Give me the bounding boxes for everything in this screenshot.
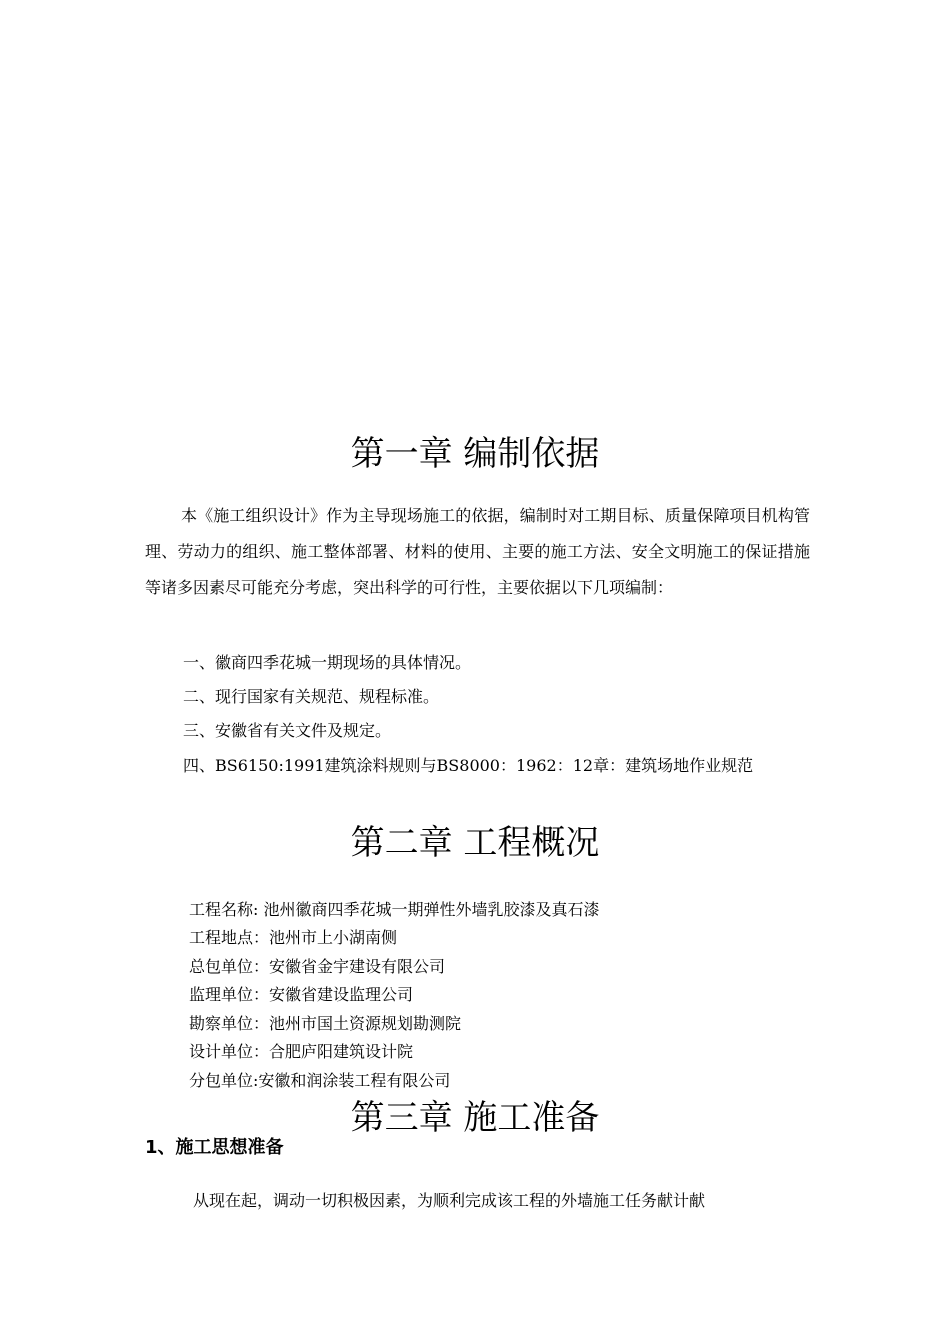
chapter-1-intro-paragraph: 本《施工组织设计》作为主导现场施工的依据，编制时对工期目标、质量保障项目机构管理、劳动力的组织、施工整体部署、材料的使用、主要的施工方法、安全文明施工的保证措施等诸多因素尽可能充分考虑，突出科学的可行性，主要依据以下几项编制： bbox=[145, 506, 810, 597]
basis-item-1: 一、徽商四季花城一期现场的具体情况。 bbox=[183, 653, 472, 672]
basis-item-3: 三、安徽省有关文件及规定。 bbox=[183, 721, 392, 740]
supervision-unit-row: 监理单位：安徽省建设监理公司 bbox=[189, 985, 414, 1004]
chapter-1-title: 第一章 编制依据 bbox=[350, 434, 600, 474]
chapter-2-title: 第二章 工程概况 bbox=[350, 823, 600, 863]
survey-unit-row: 勘察单位：池州市国土资源规划勘测院 bbox=[189, 1014, 462, 1033]
basis-item-2: 二、现行国家有关规范、规程标准。 bbox=[183, 687, 440, 706]
subcontractor-row: 分包单位:安徽和润涂装工程有限公司 bbox=[189, 1071, 451, 1090]
basis-item-4: 四、BS6150:1991建筑涂料规则与BS8000：1962：12章：建筑场地作业规范 bbox=[183, 756, 754, 775]
section-1-text: 从现在起，调动一切积极因素，为顺利完成该工程的外墙施工任务献计献 bbox=[193, 1191, 706, 1210]
section-1-heading: 1、施工思想准备 bbox=[145, 1137, 284, 1158]
project-name-row: 工程名称: 池州徽商四季花城一期弹性外墙乳胶漆及真石漆 bbox=[189, 900, 600, 919]
design-unit-row: 设计单位：合肥庐阳建筑设计院 bbox=[189, 1042, 414, 1061]
chapter-3-title: 第三章 施工准备 bbox=[350, 1098, 600, 1138]
project-location-row: 工程地点：池州市上小湖南侧 bbox=[189, 928, 398, 947]
general-contractor-row: 总包单位：安徽省金宇建设有限公司 bbox=[189, 957, 446, 976]
